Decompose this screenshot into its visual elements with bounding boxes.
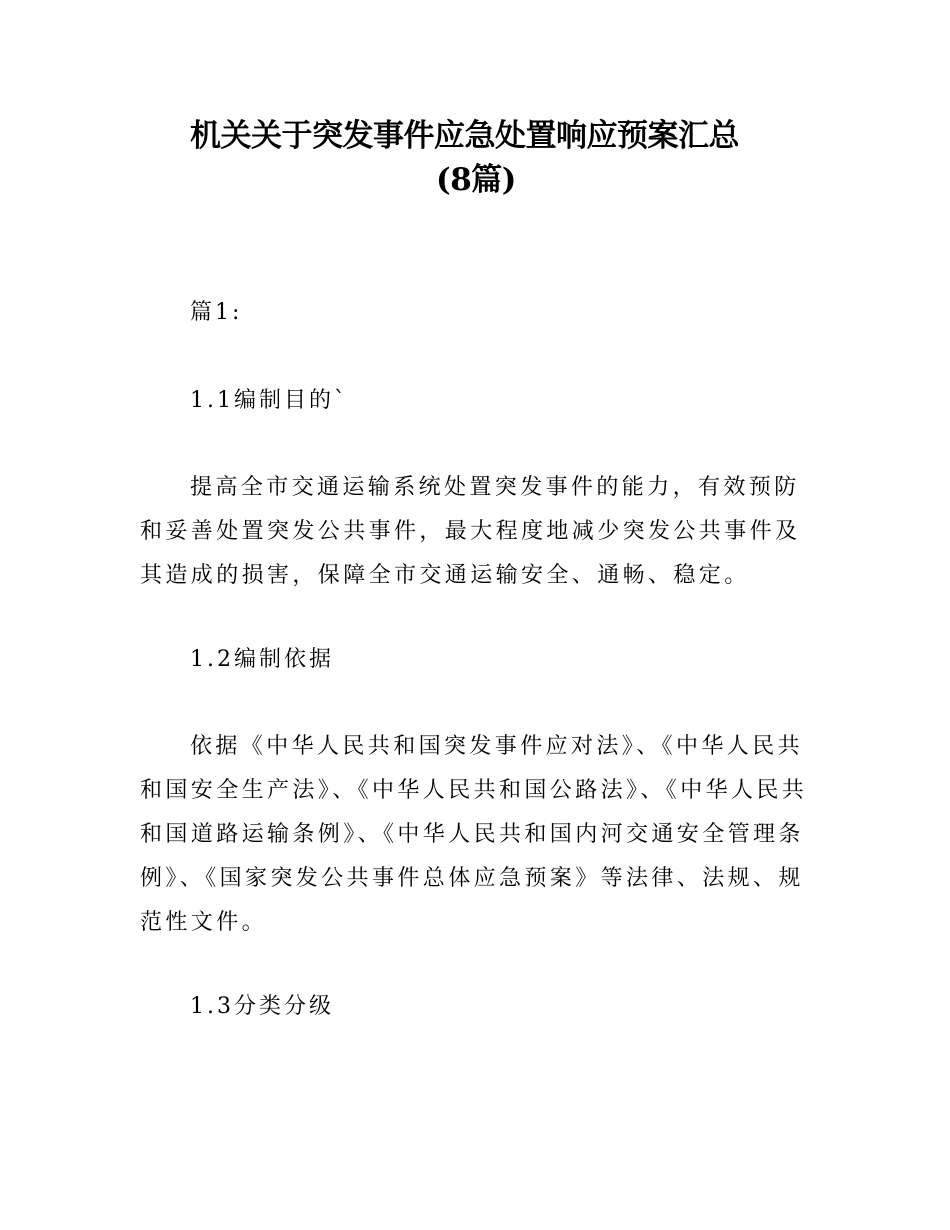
paragraph-1-1: 提高全市交通运输系统处置突发事件的能力，有效预防和妥善处置突发公共事件，最大程度地减少突发公共事件及其造成的损害，保障全市交通运输安全、通畅、稳定。	[140, 475, 801, 588]
heading-1-2: 1.2编制依据	[190, 647, 334, 672]
heading-1-1: 1.1编制目的`	[190, 388, 348, 413]
heading-1-3: 1.3分类分级	[190, 994, 334, 1019]
document-title-line-2: (8篇)	[436, 162, 516, 198]
document-title-line-1: 机关关于突发事件应急处置响应预案汇总	[190, 118, 739, 154]
paragraph-1-2: 依据《中华人民共和国突发事件应对法》、《中华人民共和国安全生产法》、《中华人民共和国公路法》、《中华人民共和国道路运输条例》、《中华人民共和国内河交通安全管理条例》、《国家突发公共事件总体应急预案》等法律、法规、规范性文件。	[140, 734, 808, 935]
section-label: 篇1:	[190, 300, 243, 325]
